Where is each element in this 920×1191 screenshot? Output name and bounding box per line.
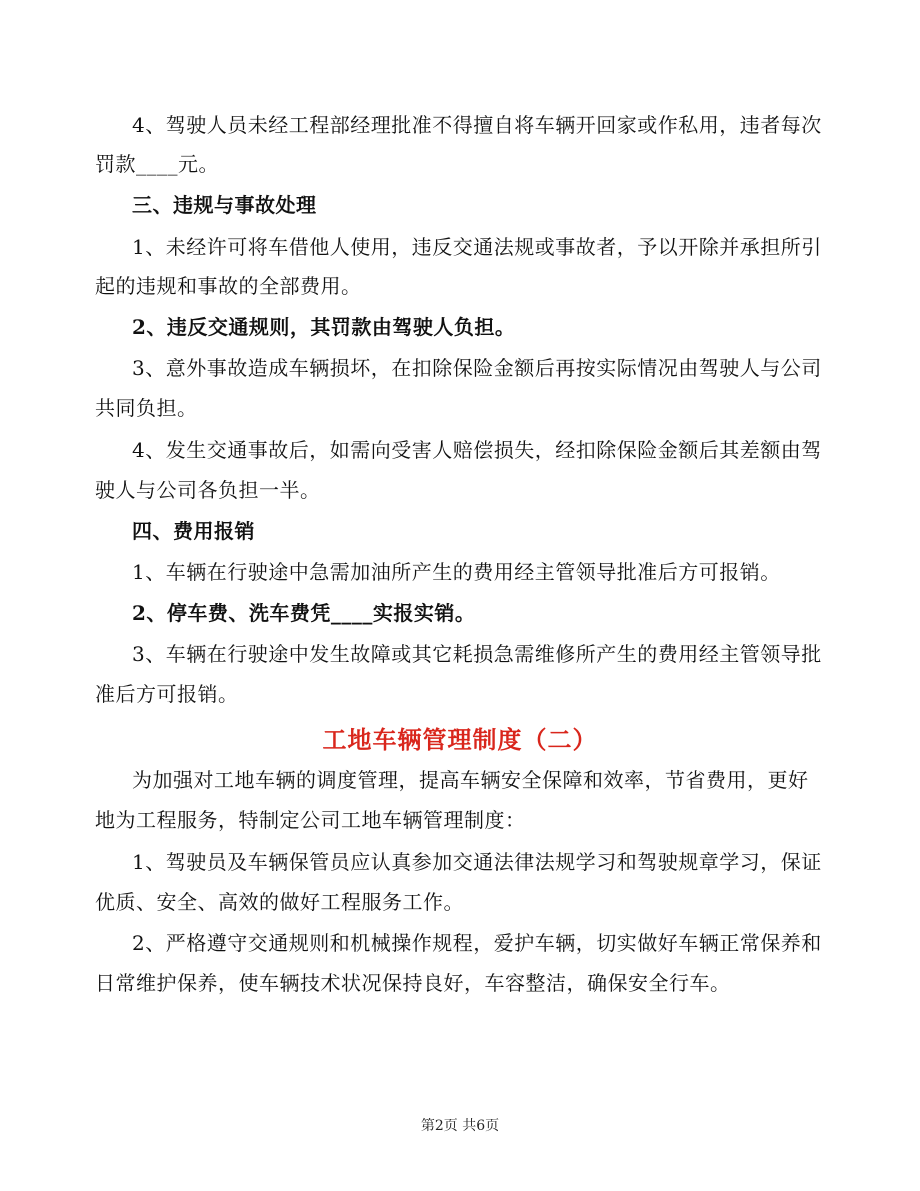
section-3-item-4-line-2: 驶人与公司各负担一半。 (95, 478, 321, 502)
section-3-item-2: 2、违反交通规则，其罚款由驾驶人负担。 (132, 315, 516, 339)
item-2-line-2: 日常维护保养，使车辆技术状况保持良好，车容整洁，确保安全行车。 (95, 971, 731, 995)
section-3-item-1-line-2: 起的违规和事故的全部费用。 (95, 274, 362, 298)
intro-line-2: 地为工程服务，特制定公司工地车辆管理制度： (95, 808, 526, 832)
section-3-heading: 三、违规与事故处理 (132, 193, 317, 217)
intro-line-1: 为加强对工地车辆的调度管理，提高车辆安全保障和效率，节省费用，更好 (132, 768, 809, 792)
page-number-footer: 第2页 共6页 (420, 1118, 500, 1134)
section-3-item-3-line-2: 共同负担。 (95, 396, 198, 420)
paragraph-4-line-1: 4、驾驶人员未经工程部经理批准不得擅自将车辆开回家或作私用，违者每次 (132, 113, 822, 137)
section-3-item-3-line-1: 3、意外事故造成车辆损坏，在扣除保险金额后再按实际情况由驾驶人与公司 (132, 356, 822, 380)
item-2-line-1: 2、严格遵守交通规则和机械操作规程，爱护车辆，切实做好车辆正常保养和 (132, 931, 822, 955)
section-title: 工地车辆管理制度（二） (322, 725, 598, 754)
item-1-line-1: 1、驾驶员及车辆保管员应认真参加交通法律法规学习和驾驶规章学习，保证 (132, 850, 822, 874)
item-1-line-2: 优质、安全、高效的做好工程服务工作。 (95, 890, 464, 914)
section-3-item-1-line-1: 1、未经许可将车借他人使用，违反交通法规或事故者，予以开除并承担所引 (132, 235, 822, 259)
section-4-item-3-line-1: 3、车辆在行驶途中发生故障或其它耗损急需维修所产生的费用经主管领导批 (132, 642, 822, 666)
section-4-item-2: 2、停车费、洗车费凭____实报实销。 (132, 601, 476, 625)
section-3-item-4-line-1: 4、发生交通事故后，如需向受害人赔偿损失，经扣除保险金额后其差额由驾 (132, 438, 822, 462)
paragraph-4-line-2: 罚款____元。 (95, 152, 219, 176)
section-4-item-1: 1、车辆在行驶途中急需加油所产生的费用经主管领导批准后方可报销。 (132, 560, 781, 584)
section-4-item-3-line-2: 准后方可报销。 (95, 682, 239, 706)
section-4-heading: 四、费用报销 (132, 519, 255, 543)
